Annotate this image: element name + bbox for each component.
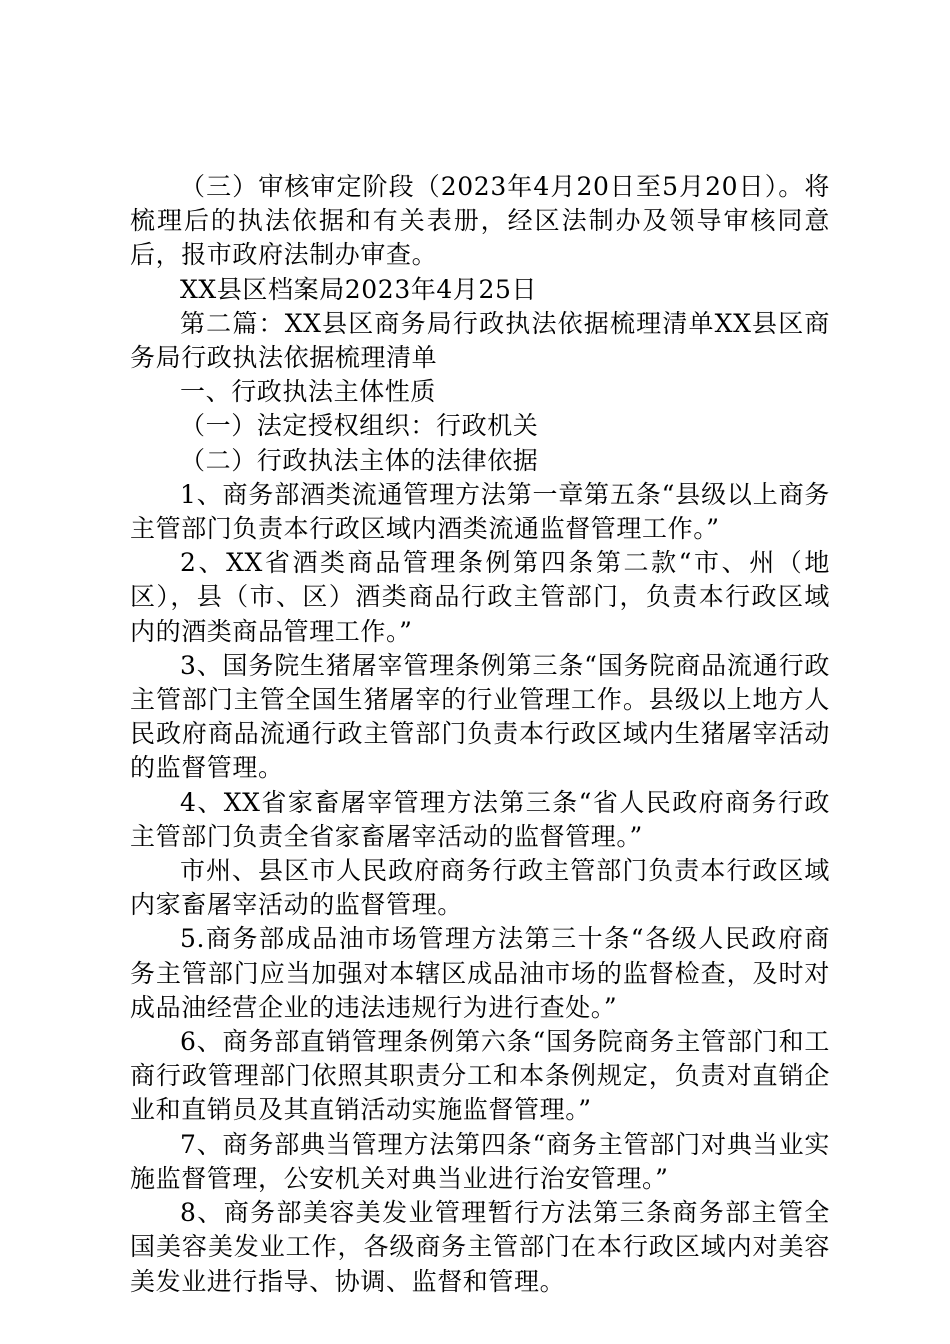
legal-basis-item-6: 6、商务部直销管理条例第六条“国务院商务主管部门和工商行政管理部门依照其职责分工和本条例规定，负责对直销企业和直销员及其直销活动实施监督管理。” <box>130 1027 830 1125</box>
legal-basis-item-7: 7、商务部典当管理方法第四条“商务主管部门对典当业实施监督管理，公安机关对典当业进行治安管理。” <box>130 1129 830 1193</box>
legal-basis-item-4-continued: 市州、县区市人民政府商务行政主管部门负责本行政区域内家畜屠宰活动的监督管理。 <box>130 856 830 920</box>
paragraph-signature-date: XX县区档案局2023年4月25日 <box>180 274 538 304</box>
paragraph-review-stage: （三）审核审定阶段（2023年4月20日至5月20日）。将梳理后的执法依据和有关表册，经区法制办及领导审核同意后，报市政府法制办审查。 <box>130 172 830 270</box>
legal-basis-item-3: 3、国务院生猪屠宰管理条例第三条“国务院商品流通行政主管部门主管全国生猪屠宰的行业管理工作。县级以上地方人民政府商品流通行政主管部门负责本行政区域内生猪屠宰活动的监督管理。 <box>130 650 830 783</box>
section-heading-1: 一、行政执法主体性质 <box>180 377 437 407</box>
legal-basis-item-1: 1、商务部酒类流通管理方法第一章第五条“县级以上商务主管部门负责本行政区域内酒类流通监督管理工作。” <box>130 479 830 544</box>
legal-basis-item-8: 8、商务部美容美发业管理暂行方法第三条商务部主管全国美容美发业工作，各级商务主管部门在本行政区域内对美容美发业进行指导、协调、监督和管理。 <box>130 1198 830 1296</box>
subsection-heading-1: （一）法定授权组织：行政机关 <box>180 411 539 441</box>
paragraph-chapter-title: 第二篇：XX县区商务局行政执法依据梳理清单XX县区商务局行政执法依据梳理清单 <box>130 308 830 373</box>
legal-basis-item-5: 5.商务部成品油市场管理方法第三十条“各级人民政府商务主管部门应当加强对本辖区成品油市场的监督检查，及时对成品油经营企业的违法违规行为进行查处。” <box>130 924 830 1022</box>
legal-basis-item-2: 2、XX省酒类商品管理条例第四条第二款“市、州（地区），县（市、区）酒类商品行政主管部门，负责本行政区域内的酒类商品管理工作。” <box>130 548 830 646</box>
legal-basis-item-4: 4、XX省家畜屠宰管理方法第三条“省人民政府商务行政主管部门负责全省家畜屠宰活动的监督管理。” <box>130 787 830 851</box>
document-page <box>130 170 830 1299</box>
subsection-heading-2: （二）行政执法主体的法律依据 <box>180 445 539 475</box>
